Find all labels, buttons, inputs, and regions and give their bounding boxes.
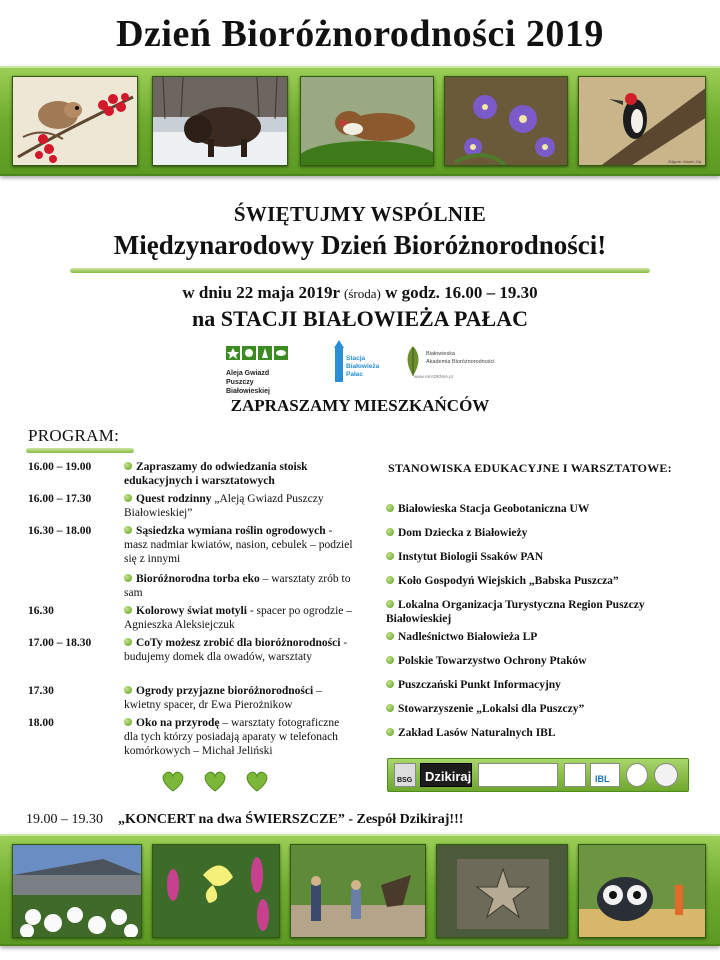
butterfly-photo [152,844,280,938]
station-item [386,726,556,740]
playground-photo [578,844,706,938]
station-item [386,598,666,626]
concert-line [26,812,463,828]
date-weekday: (środa) [344,286,381,301]
dzikiraj-logo [420,763,472,787]
stacja-line3: Pałac [346,371,363,378]
hearts-decoration [160,768,282,799]
program-desc: – kwietny spacer, dr Ewa Pierożnikow [124,685,322,712]
program-time: 16.00 – 19.00 [28,461,92,473]
stacja-line1: Stacja [346,355,366,362]
page-title: Dzień Bioróżnorodności 2019 [116,13,604,55]
woodpecker-photo [578,76,706,166]
bullet-dot-icon [124,574,132,582]
date-main: w dniu 22 maja 2019r [182,283,340,302]
station-label: Lokalna Organizacja Turystyczna Region Puszczy Białowieskiej [386,599,645,625]
program-time: 16.30 – 18.00 [28,525,92,537]
mouse-berries-photo [12,76,138,166]
program-title: Oko na przyrodę [136,717,220,729]
photo-credit: Zdjęcie: Marek Zaj [668,159,701,164]
bullet-dot-icon [386,632,394,640]
program-title: Sąsiedzka wymiana roślin ogrodowych [136,525,326,537]
partner-logo-small [564,763,586,787]
station-item [386,550,543,564]
program-time: 16.30 [28,605,54,617]
program-desc: - budujemy domek dla owadów, warsztaty [124,637,348,664]
station-item [386,526,527,540]
program-desc: - spacer po ogrodzie – Agnieszka Aleksiejczuk [124,605,353,632]
bottom-photo-band [0,834,720,946]
station-label: Dom Dziecka z Białowieży [398,527,528,539]
heading-underline [70,268,650,273]
children-eagle-photo [290,844,426,938]
heart-icon [202,768,228,794]
station-label: Stowarzyszenie „Lokalsi dla Puszczy” [398,703,585,715]
concert-text: „KONCERT na dwa ŚWIERSZCZE” - Zespół Dzikiraj!!! [118,812,464,827]
station-label: Białowieska Stacja Geobotaniczna UW [398,503,590,515]
program-desc: – warsztaty zrób to sam [124,573,351,600]
program-time: 17.30 [28,685,54,697]
program-time: 17.00 – 18.30 [28,637,92,649]
aleja-logo-line2: Puszczy Białowieskiej [226,379,270,395]
bsg-logo-label: BSG [397,777,413,784]
station-label: Zakład Lasów Naturalnych IBL [398,727,556,739]
aleja-gwiazd-icon [226,346,292,362]
program-title: Bioróżnorodna torba eko [136,573,260,585]
station-label: Instytut Biologii Ssaków PAN [398,551,544,563]
aleja-logo-line1: Aleja Gwiazd [226,370,270,377]
bullet-dot-icon [386,504,394,512]
celebrate-heading: ŚWIĘTUJMY WSPÓLNIE [233,202,487,226]
bullet-dot-icon [124,686,132,694]
top-photo-band [0,66,720,176]
program-desc: – warsztaty fotograficzne dla tych którzy posiadają aparaty w telefonach komórkowych – Michał Jeliński [124,717,340,758]
program-label: PROGRAM: [28,426,120,445]
akademia-line3: www.AKADEMIA.pl [414,374,453,379]
station-label: Puszczański Punkt Informacyjny [398,679,561,691]
bullet-dot-icon [124,462,132,470]
concert-time: 19.00 – 19.30 [26,812,103,827]
program-title: CoTy możesz zrobić dla bioróżnorodności [136,637,341,649]
station-label: Polskie Towarzystwo Ochrony Ptaków [398,655,587,667]
bullet-dot-icon [386,600,394,608]
program-time: 16.00 – 17.30 [28,493,92,505]
heart-icon [160,768,186,794]
anemone-flowers-photo [444,76,568,166]
weasel-photo [300,76,434,166]
forest-emblem-logo [654,763,678,787]
aleja-gwiazd-logo [226,346,298,395]
station-label: Koło Gospodyń Wiejskich „Babska Puszcza” [398,575,619,587]
bullet-dot-icon [124,526,132,534]
bullet-dot-icon [386,680,394,688]
event-date [0,283,720,303]
bullet-dot-icon [386,728,394,736]
event-venue: na STACJI BIAŁOWIEŻA PAŁAC [192,306,528,331]
stacja-bialowieza-logo [332,340,380,384]
stacja-line2: Białowieża [346,363,380,370]
bullet-dot-icon [124,606,132,614]
akademia-line2: Akademia Bioróżnorodności [426,359,495,365]
event-heading: Międzynarodowy Dzień Bioróżnorodności! [113,230,607,260]
station-item [386,654,587,668]
station-item [386,678,561,692]
ibl-logo [590,763,620,787]
station-item [386,574,619,588]
star-stone-photo [436,844,568,938]
program-desc: - masz nadmiar kwiatów, nasion, cebulek – podziel się z innymi [124,525,353,566]
bullet-dot-icon [124,638,132,646]
bsg-logo [394,763,416,787]
sponsors-strip [387,758,689,792]
station-label: Nadleśnictwo Białowieża LP [398,631,538,643]
station-item [386,630,537,644]
tower-icon [332,340,346,382]
station-item [386,702,584,716]
bullet-dot-icon [386,576,394,584]
invite-heading: ZAPRASZAMY MIESZKAŃCÓW [230,396,490,415]
bullet-dot-icon [386,656,394,664]
program-underline [26,448,134,453]
bullet-dot-icon [124,494,132,502]
bison-photo [152,76,288,166]
dzikiraj-label: Dzikiraj [425,769,472,784]
station-item [386,502,589,516]
bullet-dot-icon [386,704,394,712]
bullet-dot-icon [124,718,132,726]
round-emblem-logo [626,763,648,787]
ibl-label: IBL [595,774,610,784]
program-title: Zapraszamy do odwiedzania stoisk edukacyjnych i warsztatowych [124,461,308,488]
program-title: Kolorowy świat motyli [136,605,247,617]
program-title: Ogrody przyjazne bioróżnorodności [136,685,314,697]
stations-heading: STANOWISKA EDUKACYJNE I WARSZTATOWE: [388,461,672,475]
akademia-line1: Białowieska [426,351,456,357]
heart-icon [244,768,270,794]
program-desc: „Aleją Gwiazd Puszczy Białowieskiej” [124,493,324,520]
date-hours: w godz. 16.00 – 19.30 [385,283,538,302]
bullet-dot-icon [386,528,394,536]
building-flowers-photo [12,844,142,938]
bullet-dot-icon [386,552,394,560]
akademia-logo [400,344,500,384]
program-time: 18.00 [28,717,54,729]
partner-logo [478,763,558,787]
program-title: Quest rodzinny [136,493,212,505]
